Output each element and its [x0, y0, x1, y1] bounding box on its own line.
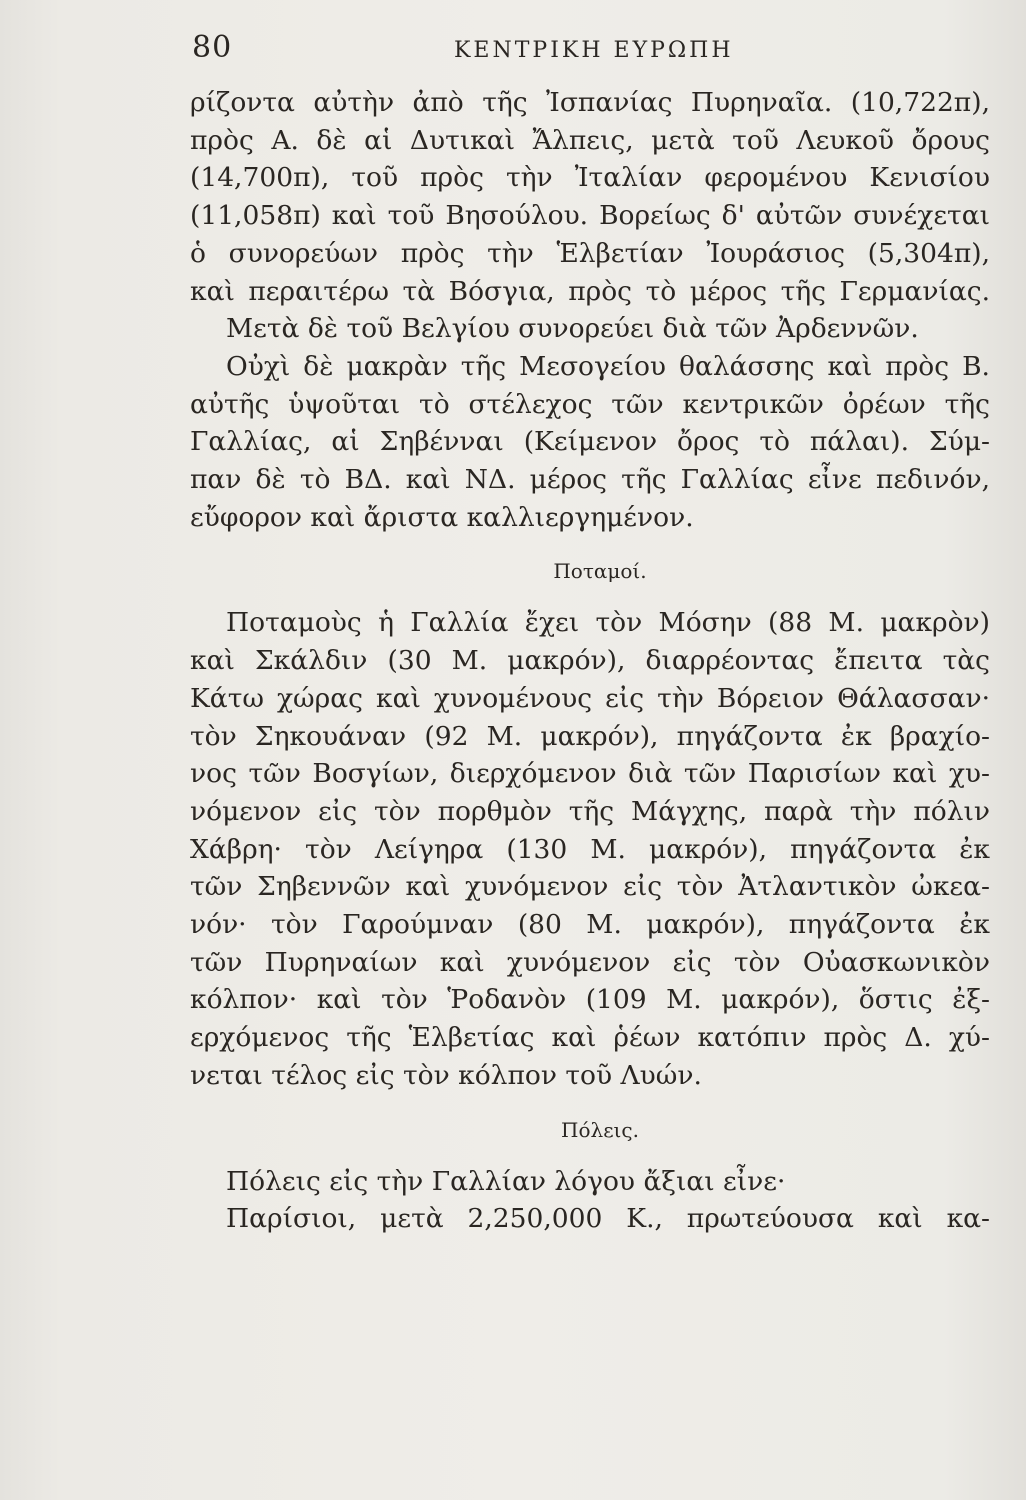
text-line: Οὐχὶ δὲ μακρὰν τῆς Μεσογείου θαλάσσης καὶ πρὸς Β. — [226, 350, 990, 382]
text-line: (11,058π) καὶ τοῦ Βησούλου. Βορείως δ' αὐτῶν συνέχεται — [190, 200, 990, 232]
text-line: Πόλεις εἰς τὴν Γαλλίαν λόγου ἄξιαι εἶνε· — [226, 1165, 786, 1197]
text-line: Παρίσιοι, μετὰ 2,250,000 Κ., πρωτεύουσα καὶ κα- — [226, 1203, 990, 1235]
text-line: Κάτω χώρας καὶ χυνομένους εἰς τὴν Βόρειον Θάλασσαν· — [190, 682, 990, 714]
text-line: αὐτῆς ὑψοῦται τὸ στέλεχος τῶν κεντρικῶν ὀρέων τῆς — [190, 388, 990, 420]
text-line: τῶν Σηβεννῶν καὶ χυνόμενον εἰς τὸν Ἀτλαντικὸν ὠκεα- — [190, 871, 990, 903]
section-cities — [190, 1163, 990, 1238]
text-line: τὸν Σηκουάναν (92 Μ. μακρόν), πηγάζοντα ἐκ βραχίο- — [190, 720, 990, 752]
text-line: νόν· τὸν Γαρούμναν (80 Μ. μακρόν), πηγάζοντα ἐκ — [190, 909, 990, 941]
text-line: Γαλλίας, αἱ Σηβένναι (Κείμενον ὄρος τὸ πάλαι). Σύμ- — [190, 426, 990, 458]
text-line: παν δὲ τὸ ΒΔ. καὶ ΝΔ. μέρος τῆς Γαλλίας εἶνε πεδινόν, — [190, 464, 990, 496]
text-line: νος τῶν Βοσγίων, διερχόμενον διὰ τῶν Παρισίων καὶ χυ- — [190, 758, 990, 790]
text-line: ρίζοντα αὐτὴν ἀπὸ τῆς Ἰσπανίας Πυρηναῖα. (10,722π), — [190, 87, 990, 118]
section-heading-cities: Πόλεις. — [561, 1117, 639, 1142]
page-number: 80 — [192, 30, 233, 65]
section-rivers — [190, 604, 990, 1094]
running-head: ΚΕΝΤΡΙΚΗ ΕΥΡΩΠΗ — [454, 38, 734, 63]
page-header — [192, 30, 992, 74]
text-line: Ποταμοὺς ἡ Γαλλία ἔχει τὸν Μόσην (88 Μ. μακρὸν) — [226, 607, 990, 639]
text-line: ὁ συνορεύων πρὸς τὴν Ἑλβετίαν Ἰουράσιος (5,304π), — [190, 237, 990, 269]
text-line: Μετὰ δὲ τοῦ Βελγίου συνορεύει διὰ τῶν Ἀρδεννῶν. — [226, 313, 919, 345]
page-body — [190, 84, 990, 1238]
text-line: καὶ περαιτέρω τὰ Βόσγια, πρὸς τὸ μέρος τῆς Γερμανίας. — [190, 275, 990, 307]
text-line: καὶ Σκάλδιν (30 Μ. μακρόν), διαρρέοντας ἔπειτα τὰς — [190, 645, 990, 677]
text-line: ερχόμενος τῆς Ἑλβετίας καὶ ῥέων κατόπιν πρὸς Δ. χύ- — [190, 1022, 990, 1054]
text-line: νόμενον εἰς τὸν πορθμὸν τῆς Μάγχης, παρὰ τὴν πόλιν — [190, 795, 990, 827]
text-line: τῶν Πυρηναίων καὶ χυνόμενον εἰς τὸν Οὐασκωνικὸν — [190, 946, 990, 978]
section-mountains — [190, 84, 990, 536]
section-heading-rivers: Ποταμοί. — [553, 559, 647, 584]
text-line: εὔφορον καὶ ἄριστα καλλιεργημένον. — [190, 501, 694, 533]
text-line: πρὸς Α. δὲ αἱ Δυτικαὶ Ἄλπεις, μετὰ τοῦ Λευκοῦ ὄρους — [190, 124, 990, 156]
text-line: κόλπον· καὶ τὸν Ῥοδανὸν (109 Μ. μακρόν), ὅστις ἐξ- — [190, 984, 990, 1016]
text-line: νεται τέλος εἰς τὸν κόλπον τοῦ Λυών. — [190, 1059, 702, 1091]
text-line: Χάβρη· τὸν Λείγηρα (130 Μ. μακρόν), πηγάζοντα ἐκ — [190, 833, 990, 865]
text-line: (14,700π), τοῦ πρὸς τὴν Ἰταλίαν φερομένου Κενισίου — [190, 162, 990, 194]
